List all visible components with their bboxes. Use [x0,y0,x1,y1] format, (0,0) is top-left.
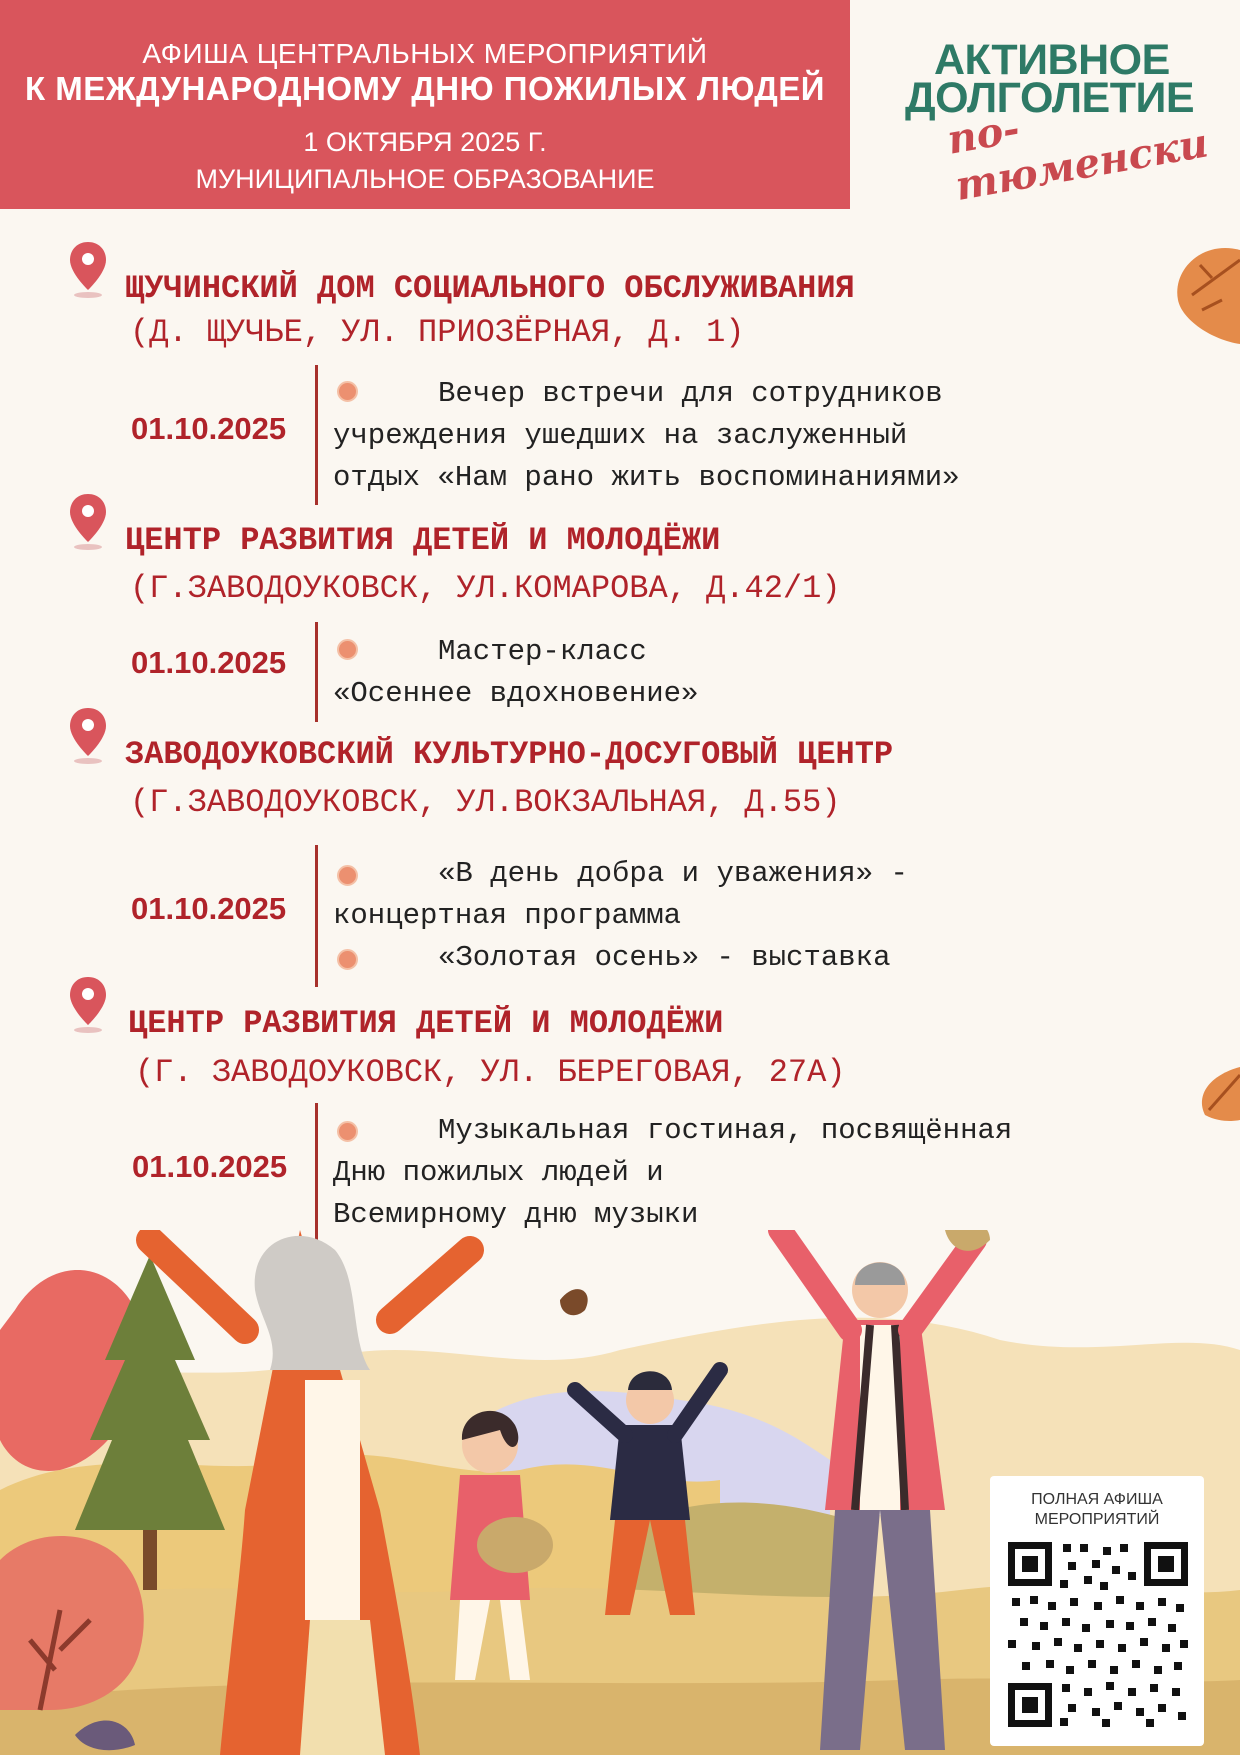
location-1-divider [315,365,318,505]
header-date: 1 ОКТЯБРЯ 2025 Г. [303,127,547,157]
map-pin-icon [68,492,108,552]
autumn-leaf-icon [1195,1065,1240,1125]
logo [900,36,1220,210]
event-line: отдых «Нам рано жить воспоминаниями» [333,461,960,494]
event-line: Мастер-класс [438,635,647,668]
qr-caption-line-1: ПОЛНАЯ АФИША [1031,1491,1163,1508]
location-4-date: 01.10.2025 [132,1149,288,1184]
logo-line-2: ДОЛГОЛЕТИЕ [905,74,1195,122]
location-1-name: ЩУЧИНСКИЙ ДОМ СОЦИАЛЬНОГО ОБСЛУЖИВАНИЯ [125,270,855,307]
event-line: «Золотая осень» - выставка [438,941,891,974]
location-2-date: 01.10.2025 [131,645,287,680]
location-4-divider [315,1103,318,1245]
location-2-divider [315,622,318,722]
qr-code-block[interactable] [990,1476,1204,1746]
event-line: Вечер встречи для сотрудников [438,377,943,410]
location-3-date: 01.10.2025 [131,891,287,926]
event-line: Всемирному дню музыки [333,1198,699,1231]
header-municipality: МУНИЦИПАЛЬНОЕ ОБРАЗОВАНИЕ [195,164,655,194]
qr-code [1008,1542,1188,1727]
logo-line-3: по-тюменски [943,104,1212,210]
location-4-address: (Г. ЗАВОДОУКОВСК, УЛ. БЕРЕГОВАЯ, 27А) [135,1054,846,1091]
location-1-address: (Д. ЩУЧЬЕ, УЛ. ПРИОЗЁРНАЯ, Д. 1) [130,314,745,351]
location-3-name: ЗАВОДОУКОВСКИЙ КУЛЬТУРНО-ДОСУГОВЫЙ ЦЕНТР [125,736,894,773]
event-line: Дню пожилых людей и [333,1156,664,1189]
event-line: «В день добра и уважения» - [438,857,908,890]
map-pin-icon [68,975,108,1035]
location-3-event-2 [333,937,890,979]
location-4-event-1 [333,1110,1012,1236]
qr-caption [990,1490,1204,1530]
qr-caption-line-2: МЕРОПРИЯТИЙ [1034,1511,1160,1528]
header-banner [0,0,850,209]
location-1-date: 01.10.2025 [131,411,287,446]
location-2-address: (Г.ЗАВОДОУКОВСК, УЛ.КОМАРОВА, Д.42/1) [130,570,841,607]
location-3-divider [315,845,318,987]
location-2-name: ЦЕНТР РАЗВИТИЯ ДЕТЕЙ И МОЛОДЁЖИ [125,522,721,559]
location-3-event-1 [333,853,908,937]
event-line: учреждения ушедших на заслуженный [333,419,908,452]
header-line-1: АФИША ЦЕНТРАЛЬНЫХ МЕРОПРИЯТИЙ [142,38,708,69]
event-line: концертная программа [333,899,682,932]
map-pin-icon [68,706,108,766]
logo-line-1: АКТИВНОЕ [934,36,1170,84]
event-line: «Осеннее вдохновение» [333,677,699,710]
event-line: Музыкальная гостиная, посвящённая [438,1114,1013,1147]
header-line-2: К МЕЖДУНАРОДНОМУ ДНЮ ПОЖИЛЫХ ЛЮДЕЙ [24,70,826,107]
location-4-name: ЦЕНТР РАЗВИТИЯ ДЕТЕЙ И МОЛОДЁЖИ [128,1005,724,1042]
autumn-leaf-icon [1172,240,1240,345]
map-pin-icon [68,240,108,300]
location-3-address: (Г.ЗАВОДОУКОВСК, УЛ.ВОКЗАЛЬНАЯ, Д.55) [130,784,841,821]
location-2-event-1 [333,631,698,715]
location-1-event-1 [333,373,960,499]
